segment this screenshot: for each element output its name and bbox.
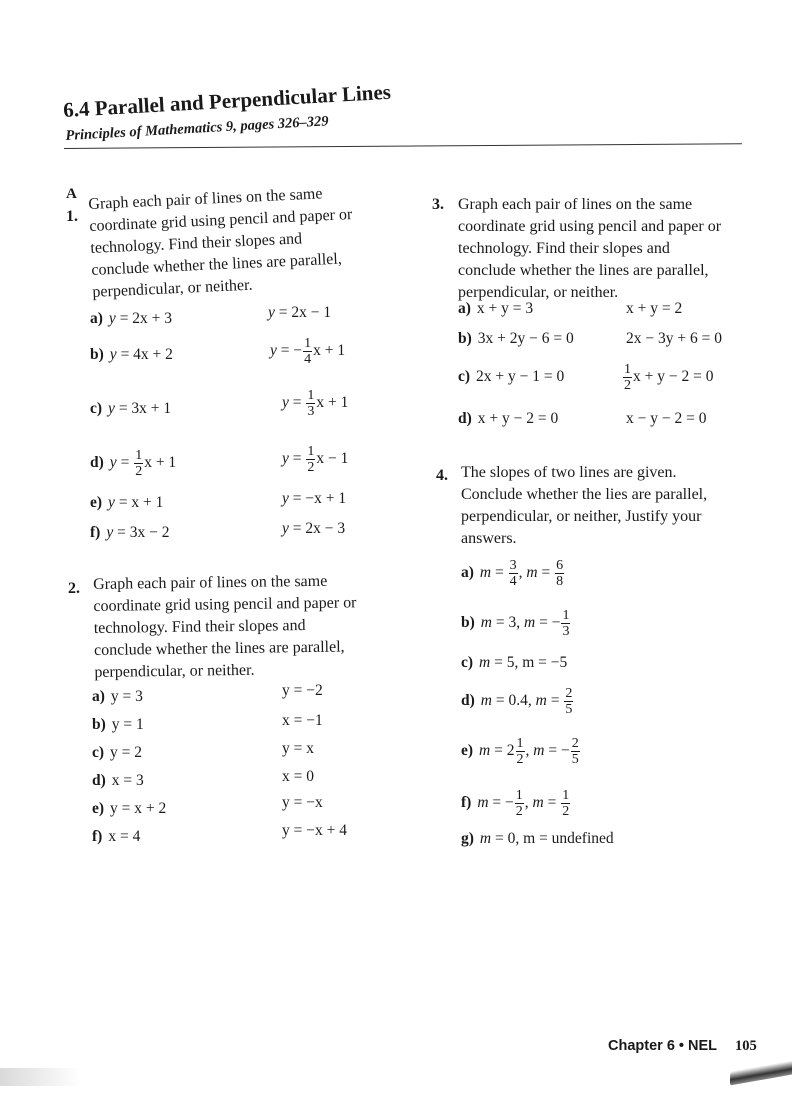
equation: y = x xyxy=(282,740,314,757)
equation: x + y = 3 xyxy=(476,300,534,317)
equation: y = −x xyxy=(282,794,323,811)
equation: = 5, m = −5 xyxy=(494,654,568,671)
q3-d-right xyxy=(626,408,706,430)
q3-a-left xyxy=(458,298,533,320)
q1-prompt xyxy=(88,182,356,304)
equation: 3x + 2y − 6 = 0 xyxy=(477,330,574,347)
q3-c-right xyxy=(622,361,714,393)
item-label: g) xyxy=(461,830,474,847)
q2-f-left xyxy=(92,826,140,848)
q2-line: Graph each pair of lines on the same xyxy=(93,572,328,593)
equation: = 2x − 1 xyxy=(278,304,332,321)
q4-b: b) m = 3, m = − $\frac{1}{3}$ xyxy=(461,607,570,639)
q4-number: 4. xyxy=(436,467,448,484)
fraction: $\frac{1}{2}$ xyxy=(562,787,570,819)
equation: = −x + 1 xyxy=(292,490,347,507)
equation: y = 3 xyxy=(110,688,143,705)
q3-line: technology. Find their slopes and xyxy=(458,240,670,257)
q4-e: e) m = 2 $\frac{1}{2}$ , m = − $\frac{2}{5}$ xyxy=(461,735,579,767)
q1-e-left: e) y = x + 1 xyxy=(90,494,164,511)
item-label: b) xyxy=(458,330,472,347)
equation: = 4x + 2 xyxy=(120,346,173,363)
q2-number: 2. xyxy=(68,580,80,597)
q2-c-left xyxy=(92,742,142,764)
q1-line: perpendicular, or neither. xyxy=(92,276,253,301)
item-label: a) xyxy=(92,688,105,705)
item-label: d) xyxy=(92,772,106,789)
q3-line: conclude whether the lines are parallel, xyxy=(458,262,709,279)
q1-c-left: c) y = 3x + 1 xyxy=(90,400,172,417)
item-label: b) xyxy=(90,346,104,363)
equation: = 0.4, xyxy=(495,691,532,709)
q2-prompt xyxy=(93,570,358,684)
q4-f: f) m = − $\frac{1}{2}$ , m = $\frac{1}{2}$ xyxy=(461,787,570,819)
equation: = 0, m = undefined xyxy=(495,830,614,847)
header-rule xyxy=(64,143,742,149)
q1-a-left: a) y = 2x + 3 xyxy=(90,310,173,327)
item-label: c) xyxy=(92,744,105,761)
q3-a-right xyxy=(626,298,682,320)
item-label: c) xyxy=(90,400,103,417)
equation: x + y − 2 = 0 xyxy=(477,410,559,427)
equation: y = −2 xyxy=(282,682,323,699)
q1-line: coordinate grid using pencil and paper or xyxy=(89,206,353,235)
fraction: $\frac{1}{2}$ xyxy=(624,361,631,393)
q1-line: conclude whether the lines are parallel, xyxy=(91,250,343,279)
equation: 2 xyxy=(506,741,515,759)
q4-d: d) m = 0.4, m = $\frac{2}{5}$ xyxy=(461,685,573,717)
fraction: $\frac{1}{2}$ xyxy=(515,787,523,819)
equation: x + y − 2 = 0 xyxy=(633,367,714,385)
fraction: $\frac{1}{4}$ xyxy=(304,335,312,367)
item-label: a) xyxy=(90,310,103,327)
fraction: $\frac{2}{5}$ xyxy=(571,735,579,767)
item-label: b) xyxy=(92,716,106,733)
q2-b-right xyxy=(282,710,323,732)
q2-c-right xyxy=(282,738,314,760)
fraction: $\frac{2}{5}$ xyxy=(565,685,573,717)
item-label: b) xyxy=(461,614,475,631)
q3-line: perpendicular, or neither. xyxy=(458,284,619,301)
item-label: a) xyxy=(458,300,471,317)
item-label: e) xyxy=(461,742,474,759)
q2-f-right xyxy=(282,820,347,842)
q1-line: technology. Find their slopes and xyxy=(90,230,303,257)
q1-f-left: f) y = 3x − 2 xyxy=(90,524,170,541)
equation: = x + 1 xyxy=(118,494,164,511)
equation: y = x + 2 xyxy=(110,800,167,817)
q2-line: coordinate grid using pencil and paper or xyxy=(93,594,357,615)
equation: x = 3 xyxy=(111,772,144,789)
equation: = 2x + 3 xyxy=(119,310,173,327)
section-label: A xyxy=(66,186,77,202)
equation: y = 2 xyxy=(110,744,143,761)
q1-line: Graph each pair of lines on the same xyxy=(88,185,323,213)
q3-c-left xyxy=(458,366,564,388)
q4-c: c) m = 5, m = −5 xyxy=(461,654,568,671)
item-label: d) xyxy=(90,454,104,471)
q4-prompt xyxy=(461,462,707,550)
item-label: f) xyxy=(461,794,472,811)
q1-e-right: y = −x + 1 xyxy=(282,490,347,507)
q1-b-right: y = − $\frac{1}{4}$ x + 1 xyxy=(270,335,346,367)
q3-d-left xyxy=(458,408,558,430)
item-label: e) xyxy=(92,800,105,817)
q2-line: perpendicular, or neither. xyxy=(94,661,255,681)
q3-b-right xyxy=(626,328,722,350)
page-footer xyxy=(608,1038,757,1055)
fraction: $\frac{1}{2}$ xyxy=(516,735,524,767)
q1-d-left: d) y = $\frac{1}{2}$ x + 1 xyxy=(90,447,177,479)
fraction: $\frac{3}{4}$ xyxy=(509,557,517,589)
q2-d-left xyxy=(92,770,144,792)
q1-number: 1. xyxy=(66,208,78,225)
q2-d-right xyxy=(282,766,314,788)
q4-line: answers. xyxy=(461,530,517,547)
q2-line: technology. Find their slopes and xyxy=(93,617,306,637)
item-label: c) xyxy=(458,368,471,385)
fraction: $\frac{1}{2}$ xyxy=(135,447,143,479)
fraction: $\frac{1}{3}$ xyxy=(307,387,315,419)
chapter-label: Chapter 6 • NEL xyxy=(608,1038,718,1054)
equation: x − 1 xyxy=(316,449,349,467)
q1-a-right: y = 2x − 1 xyxy=(268,304,332,321)
page-number: 105 xyxy=(735,1038,757,1054)
equation: x = 4 xyxy=(108,828,141,845)
q4-line: Conclude whether the lies are parallel, xyxy=(461,486,708,503)
page-title: 6.4 Parallel and Perpendicular Lines xyxy=(62,79,392,123)
q3-b-left xyxy=(458,328,574,350)
q1-f-right: y = 2x − 3 xyxy=(282,520,346,537)
q2-a-right xyxy=(282,680,323,702)
scan-edge xyxy=(0,1068,80,1086)
equation: y = 1 xyxy=(111,716,144,733)
item-label: f) xyxy=(92,828,103,845)
item-label: d) xyxy=(458,410,472,427)
equation: 2x + y − 1 = 0 xyxy=(476,368,565,385)
item-label: f) xyxy=(90,524,101,541)
equation: y = −x + 4 xyxy=(282,822,347,839)
q4-line: perpendicular, or neither, Justify your xyxy=(461,508,702,525)
equation: = 3x − 2 xyxy=(117,524,170,541)
q3-prompt xyxy=(458,194,721,304)
fraction: $\frac{1}{3}$ xyxy=(562,607,570,639)
q4-a: a) m = $\frac{3}{4}$ , m = $\frac{6}{8}$ xyxy=(461,557,564,589)
page-subtitle: Principles of Mathematics 9, pages 326–329 xyxy=(65,113,329,145)
q3-line: coordinate grid using pencil and paper or xyxy=(458,218,722,235)
scan-smudge xyxy=(730,1061,792,1086)
q2-e-right xyxy=(282,792,323,814)
equation: x = 0 xyxy=(282,768,314,785)
q2-e-left xyxy=(92,798,166,820)
equation: x + 1 xyxy=(316,393,349,411)
item-label: e) xyxy=(90,494,103,511)
q1-b-left: b) y = 4x + 2 xyxy=(90,346,173,363)
q4-g: g) m = 0, m = undefined xyxy=(461,830,614,847)
fraction: $\frac{6}{8}$ xyxy=(556,557,564,589)
fraction: $\frac{1}{2}$ xyxy=(307,443,315,475)
q1-c-right: y = $\frac{1}{3}$ x + 1 xyxy=(282,387,349,419)
q1-d-right: y = $\frac{1}{2}$ x − 1 xyxy=(282,443,349,475)
item-label: d) xyxy=(461,692,475,709)
equation: = 3x + 1 xyxy=(118,400,172,417)
equation: x − y − 2 = 0 xyxy=(626,410,707,427)
q2-b-left xyxy=(92,714,144,736)
equation: x + y = 2 xyxy=(626,300,683,317)
equation: = 2x − 3 xyxy=(292,520,346,537)
equation: x + 1 xyxy=(144,453,177,471)
equation: = 3, xyxy=(495,613,521,631)
equation: x = −1 xyxy=(282,712,323,729)
equation: 2x − 3y + 6 = 0 xyxy=(626,330,722,347)
q3-line: Graph each pair of lines on the same xyxy=(458,196,693,213)
equation: x + 1 xyxy=(313,341,346,359)
item-label: a) xyxy=(461,564,474,581)
q4-line: The slopes of two lines are given. xyxy=(461,464,677,481)
q2-a-left xyxy=(92,686,143,708)
item-label: c) xyxy=(461,654,474,671)
q3-number: 3. xyxy=(432,196,444,213)
q2-line: conclude whether the lines are parallel, xyxy=(93,638,345,659)
